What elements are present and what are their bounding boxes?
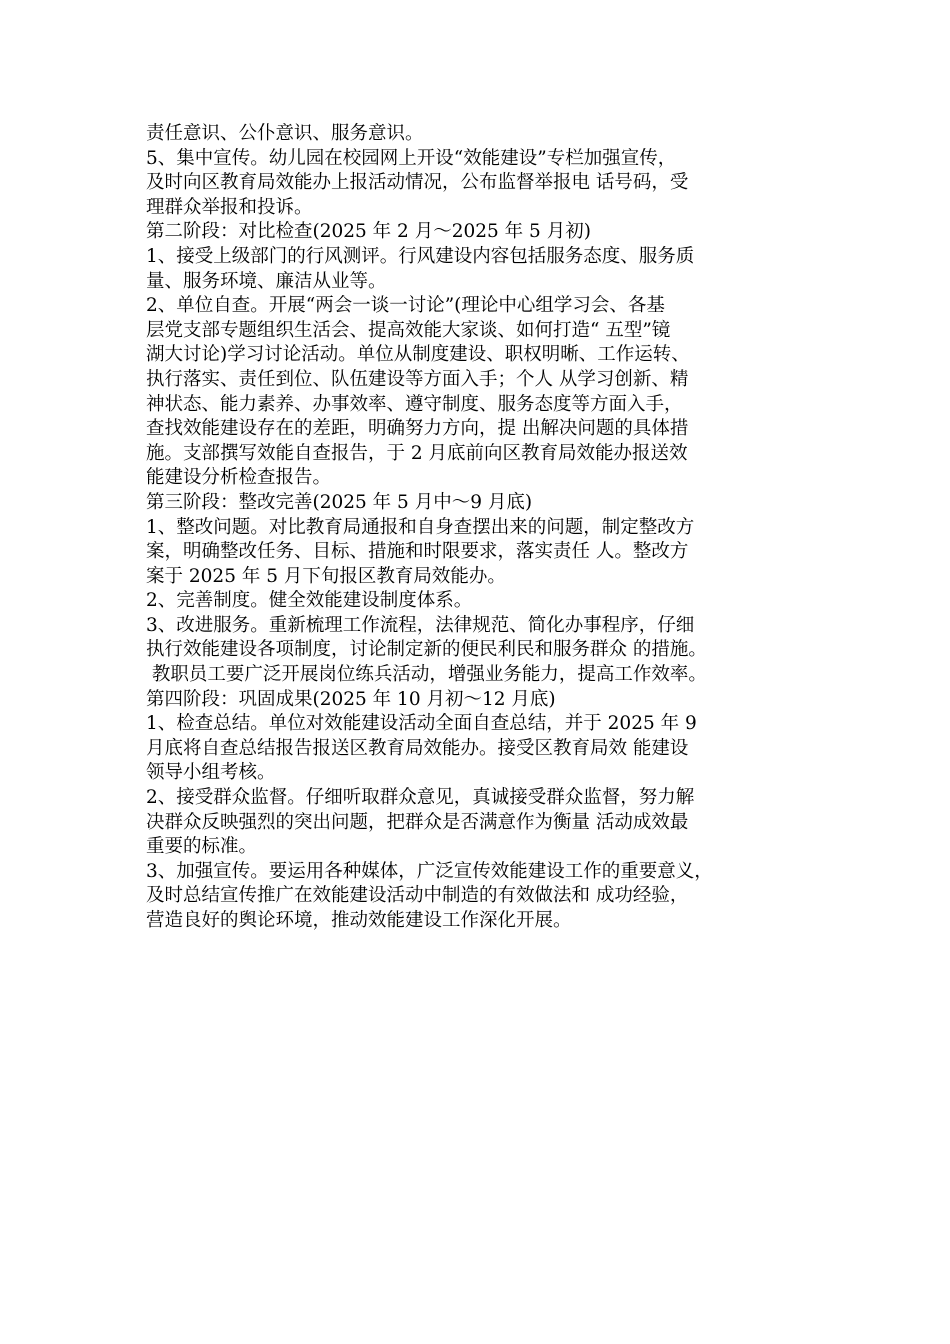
text-line: 理群众举报和投诉。 bbox=[146, 196, 313, 218]
text-line: 责任意识、公仆意识、服务意识。 bbox=[146, 123, 424, 144]
text-line: 决群众反映强烈的突出问题，把群众是否满意作为衡量 活动成效最 bbox=[146, 811, 689, 833]
text-line: 执行落实、责任到位、队伍建设等方面入手；个人 从学习创新、精 bbox=[146, 368, 689, 390]
text-line: 月底将自查总结报告报送区教育局效能办。接受区教育局效 能建设 bbox=[146, 737, 689, 759]
text-line: 1、整改问题。对比教育局通报和自身查摆出来的问题，制定整改方 bbox=[146, 516, 695, 538]
section-heading: 第四阶段：巩固成果(2025 年 10 月初～12 月底) bbox=[146, 688, 556, 710]
text-line: 营造良好的舆论环境，推动效能建设工作深化开展。 bbox=[146, 910, 572, 931]
text-line: 2、单位自查。开展“两会一谈一讨论”(理论中心组学习会、各基 bbox=[146, 295, 665, 317]
text-line: 案于 2025 年 5 月下旬报区教育局效能办。 bbox=[146, 565, 506, 587]
text-line: 2、完善制度。健全效能建设制度体系。 bbox=[146, 590, 473, 612]
section-heading: 第二阶段：对比检查(2025 年 2 月～2025 年 5 月初) bbox=[146, 221, 591, 243]
text-line: 1、接受上级部门的行风测评。行风建设内容包括服务态度、服务质 bbox=[146, 245, 695, 267]
text-line: 层党支部专题组织生活会、提高效能大家谈、如何打造“ 五型”镜 bbox=[146, 319, 671, 341]
text-line: 查找效能建设存在的差距，明确努力方向，提 出解决问题的具体措 bbox=[146, 418, 689, 440]
text-line: 教职员工要广泛开展岗位练兵活动，增强业务能力，提高工作效率。 bbox=[146, 664, 707, 686]
text-line: 湖大讨论)学习讨论活动。单位从制度建设、职权明晰、工作运转、 bbox=[146, 344, 690, 366]
text-line: 案，明确整改任务、目标、措施和时限要求，落实责任 人。整改方 bbox=[146, 541, 689, 563]
section-heading: 第三阶段：整改完善(2025 年 5 月中～9 月底) bbox=[146, 491, 533, 513]
text-line: 1、检查总结。单位对效能建设活动全面自查总结，并于 2025 年 9 bbox=[146, 713, 697, 735]
text-line: 量、服务环境、廉洁从业等。 bbox=[146, 270, 387, 292]
text-line: 及时向区教育局效能办上报活动情况，公布监督举报电 话号码，受 bbox=[146, 172, 689, 194]
text-line: 3、加强宣传。要运用各种媒体，广泛宣传效能建设工作的重要意义， bbox=[146, 860, 713, 882]
text-line: 施。支部撰写效能自查报告，于 2 月底前向区教育局效能办报送效 bbox=[146, 442, 688, 464]
text-line: 重要的标准。 bbox=[146, 836, 258, 858]
text-line: 能建设分析检查报告。 bbox=[146, 467, 332, 489]
text-line: 执行效能建设各项制度，讨论制定新的便民利民和服务群众 的措施。 bbox=[146, 639, 707, 661]
text-line: 领导小组考核。 bbox=[146, 762, 276, 784]
text-line: 2、接受群众监督。仔细听取群众意见，真诚接受群众监督，努力解 bbox=[146, 787, 695, 809]
text-line: 5、集中宣传。幼儿园在校园网上开设“效能建设”专栏加强宣传， bbox=[146, 147, 677, 169]
text-line: 3、改进服务。重新梳理工作流程，法律规范、简化办事程序，仔细 bbox=[146, 614, 695, 636]
text-line: 神状态、能力素养、办事效率、遵守制度、服务态度等方面入手， bbox=[146, 393, 683, 415]
document-body bbox=[146, 122, 818, 934]
text-line: 及时总结宣传推广在效能建设活动中制造的有效做法和 成功经验， bbox=[146, 885, 689, 907]
